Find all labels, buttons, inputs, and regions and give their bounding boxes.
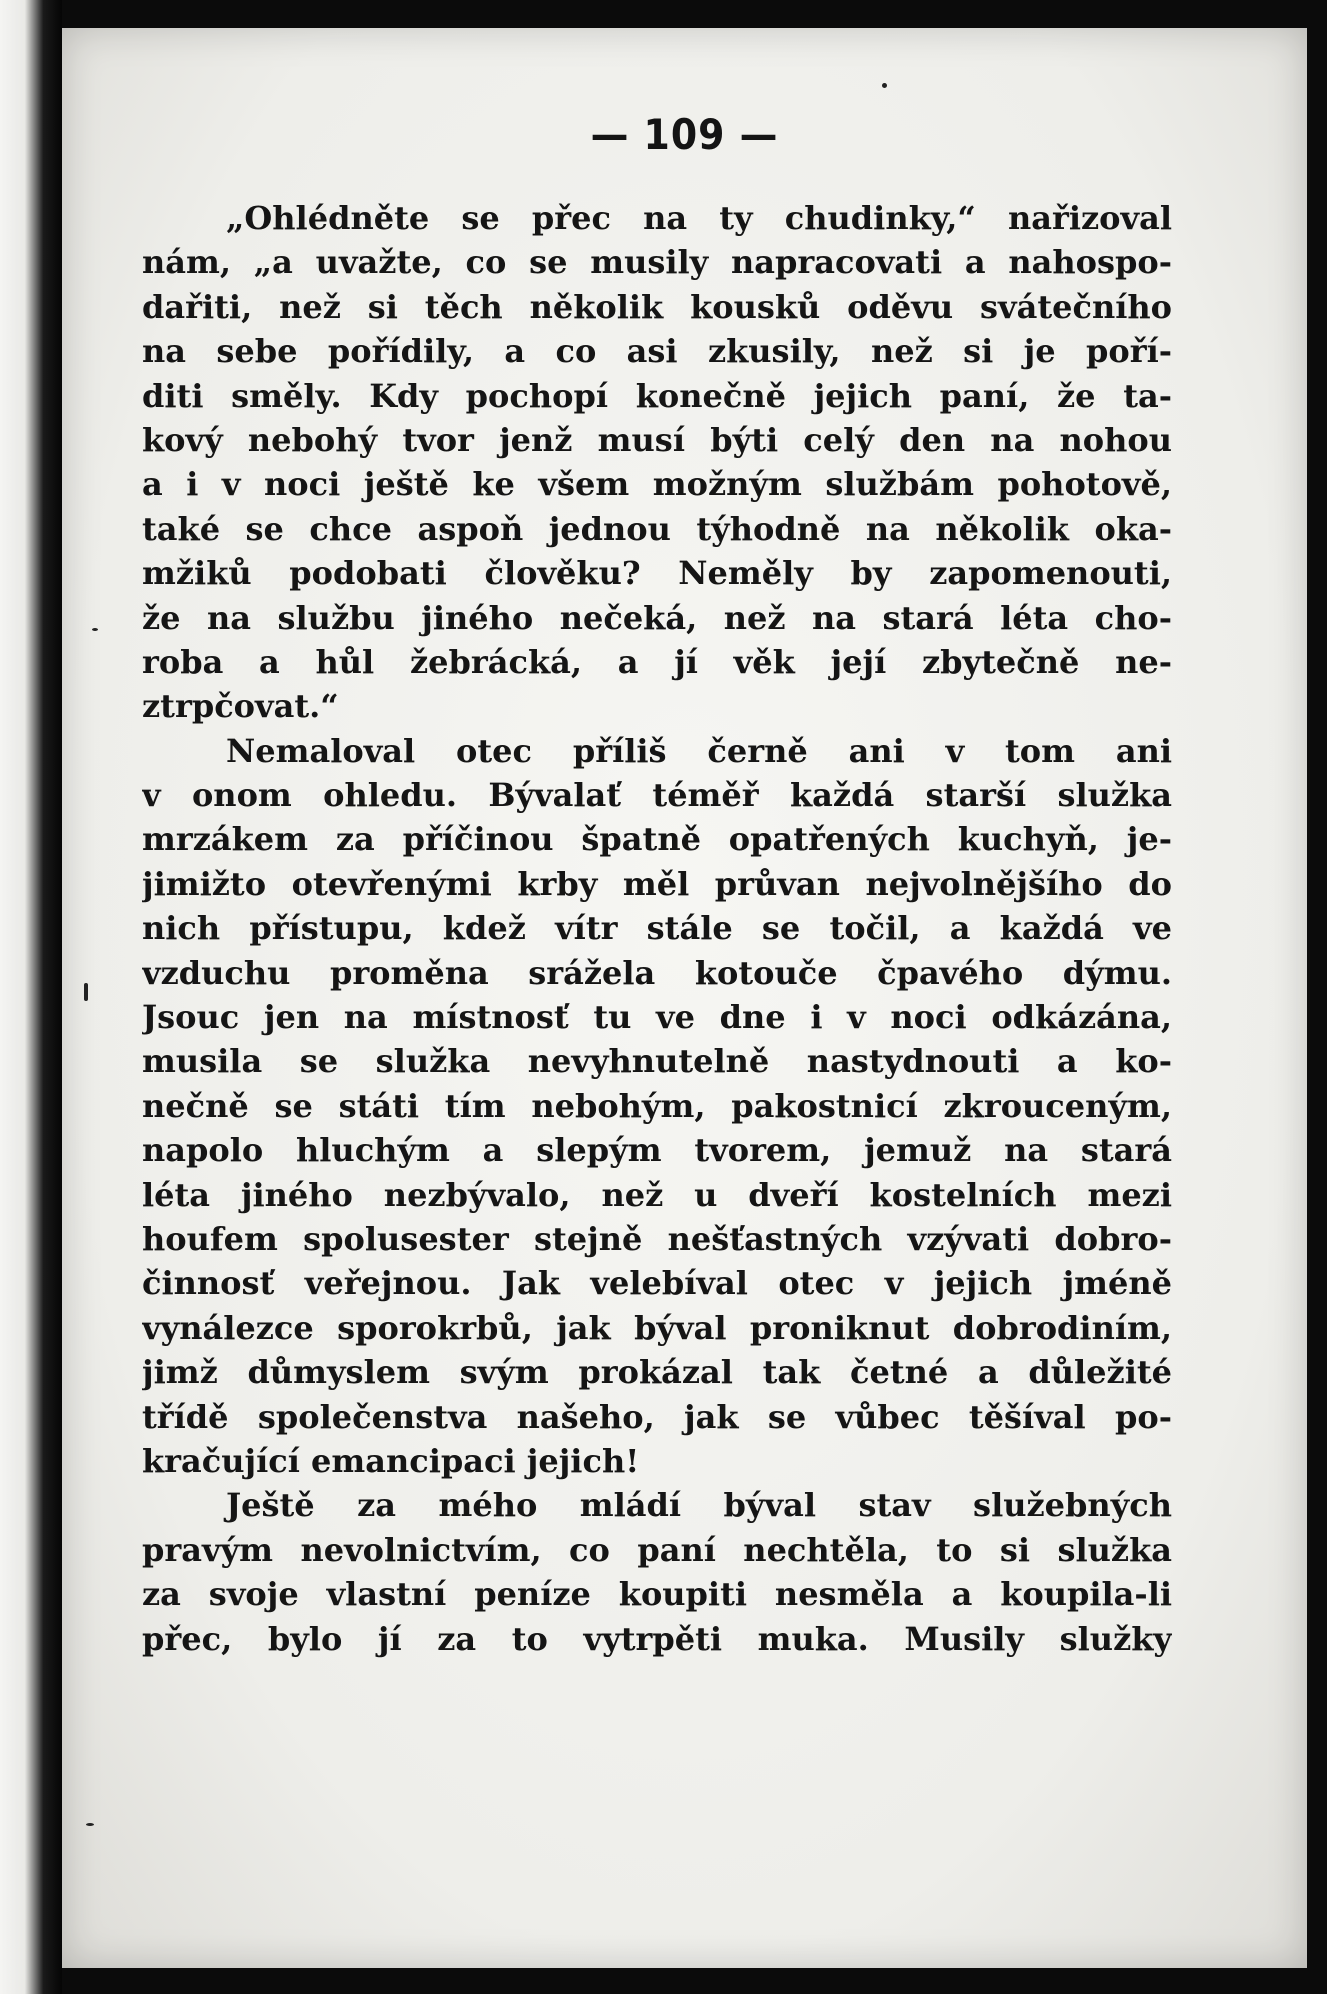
text-line: přec, bylo jí za to vytrpěti muka. Musily služky xyxy=(142,1619,1172,1658)
text-line: v onom ohledu. Bývalať téměř každá starší služka xyxy=(142,776,1172,815)
text-line: kračující emancipaci jejich! xyxy=(142,1441,640,1480)
text-line: že na službu jiného nečeká, než na stará léta cho- xyxy=(142,598,1172,637)
text-line: činnosť veřejnou. Jak velebíval otec v jejich jméně xyxy=(142,1264,1172,1303)
text-line: nich přístupu, kdež vítr stále se točil, a každá ve xyxy=(142,909,1172,948)
text-line: Nemaloval otec příliš černě ani v tom ani xyxy=(226,731,1172,770)
text-line: diti směly. Kdy pochopí konečně jejich paní, že ta- xyxy=(142,376,1172,415)
text-line: „Ohlédněte se přec na ty chudinky,“ nařizoval xyxy=(226,199,1172,237)
text-line: vzduchu proměna srážela kotouče čpavého dýmu. xyxy=(142,953,1172,992)
text-line: a i v noci ještě ke všem možným službám pohotově, xyxy=(142,465,1172,504)
book-page xyxy=(62,28,1307,1968)
text-line: na sebe pořídily, a co asi zkusily, než si je poří- xyxy=(142,332,1172,371)
text-line: třídě společenstva našeho, jak se vůbec těšíval po- xyxy=(142,1397,1172,1436)
text-line: jimž důmyslem svým prokázal tak četné a důležité xyxy=(142,1353,1172,1392)
text-line: napolo hluchým a slepým tvorem, jemuž na stará xyxy=(142,1131,1172,1170)
body-text xyxy=(142,196,1172,1661)
book-spine-edge xyxy=(0,0,62,1994)
page-number: — 109 — xyxy=(590,110,779,159)
text-line: jimižto otevřenými krby měl průvan nejvolnějšího do xyxy=(142,864,1172,903)
text-line: mžiků podobati člověku? Neměly by zapomenouti, xyxy=(142,554,1172,593)
text-line: kový nebohý tvor jenž musí býti celý den na nohou xyxy=(142,420,1172,459)
text-line: nám, „a uvažte, co se musily napracovati a nahospo- xyxy=(142,243,1172,282)
print-speck xyxy=(84,983,88,1001)
text-line: ztrpčovat.“ xyxy=(142,687,339,726)
text-line: nečně se státi tím nebohým, pakostnicí zkrouceným, xyxy=(142,1086,1172,1125)
text-line: za svoje vlastní peníze koupiti nesměla a koupila-li xyxy=(142,1575,1172,1614)
text-line: roba a hůl žebrácká, a jí věk její zbytečně ne- xyxy=(142,642,1172,681)
print-speck xyxy=(92,628,98,631)
text-line: vynálezce sporokrbů, jak býval proniknut dobrodiním, xyxy=(142,1308,1172,1347)
text-line: léta jiného nezbývalo, než u dveří kostelních mezi xyxy=(142,1175,1172,1214)
text-line: dařiti, než si těch několik kousků oděvu svátečního xyxy=(142,287,1172,326)
text-line: mrzákem za příčinou špatně opatřených kuchyň, je- xyxy=(142,820,1172,859)
text-line: musila se služka nevyhnutelně nastydnouti a ko- xyxy=(142,1042,1172,1081)
text-line: Jsouc jen na místnosť tu ve dne i v noci odkázána, xyxy=(142,998,1172,1037)
text-line: Ještě za mého mládí býval stav služebných xyxy=(226,1486,1172,1525)
text-line: pravým nevolnictvím, co paní nechtěla, to si služka xyxy=(142,1530,1172,1569)
print-speck xyxy=(882,83,887,88)
text-line: houfem spolusester stejně nešťastných vzývati dobro- xyxy=(142,1219,1172,1258)
print-speck xyxy=(86,1823,94,1826)
text-line: také se chce aspoň jednou týhodně na několik oka- xyxy=(142,509,1172,548)
